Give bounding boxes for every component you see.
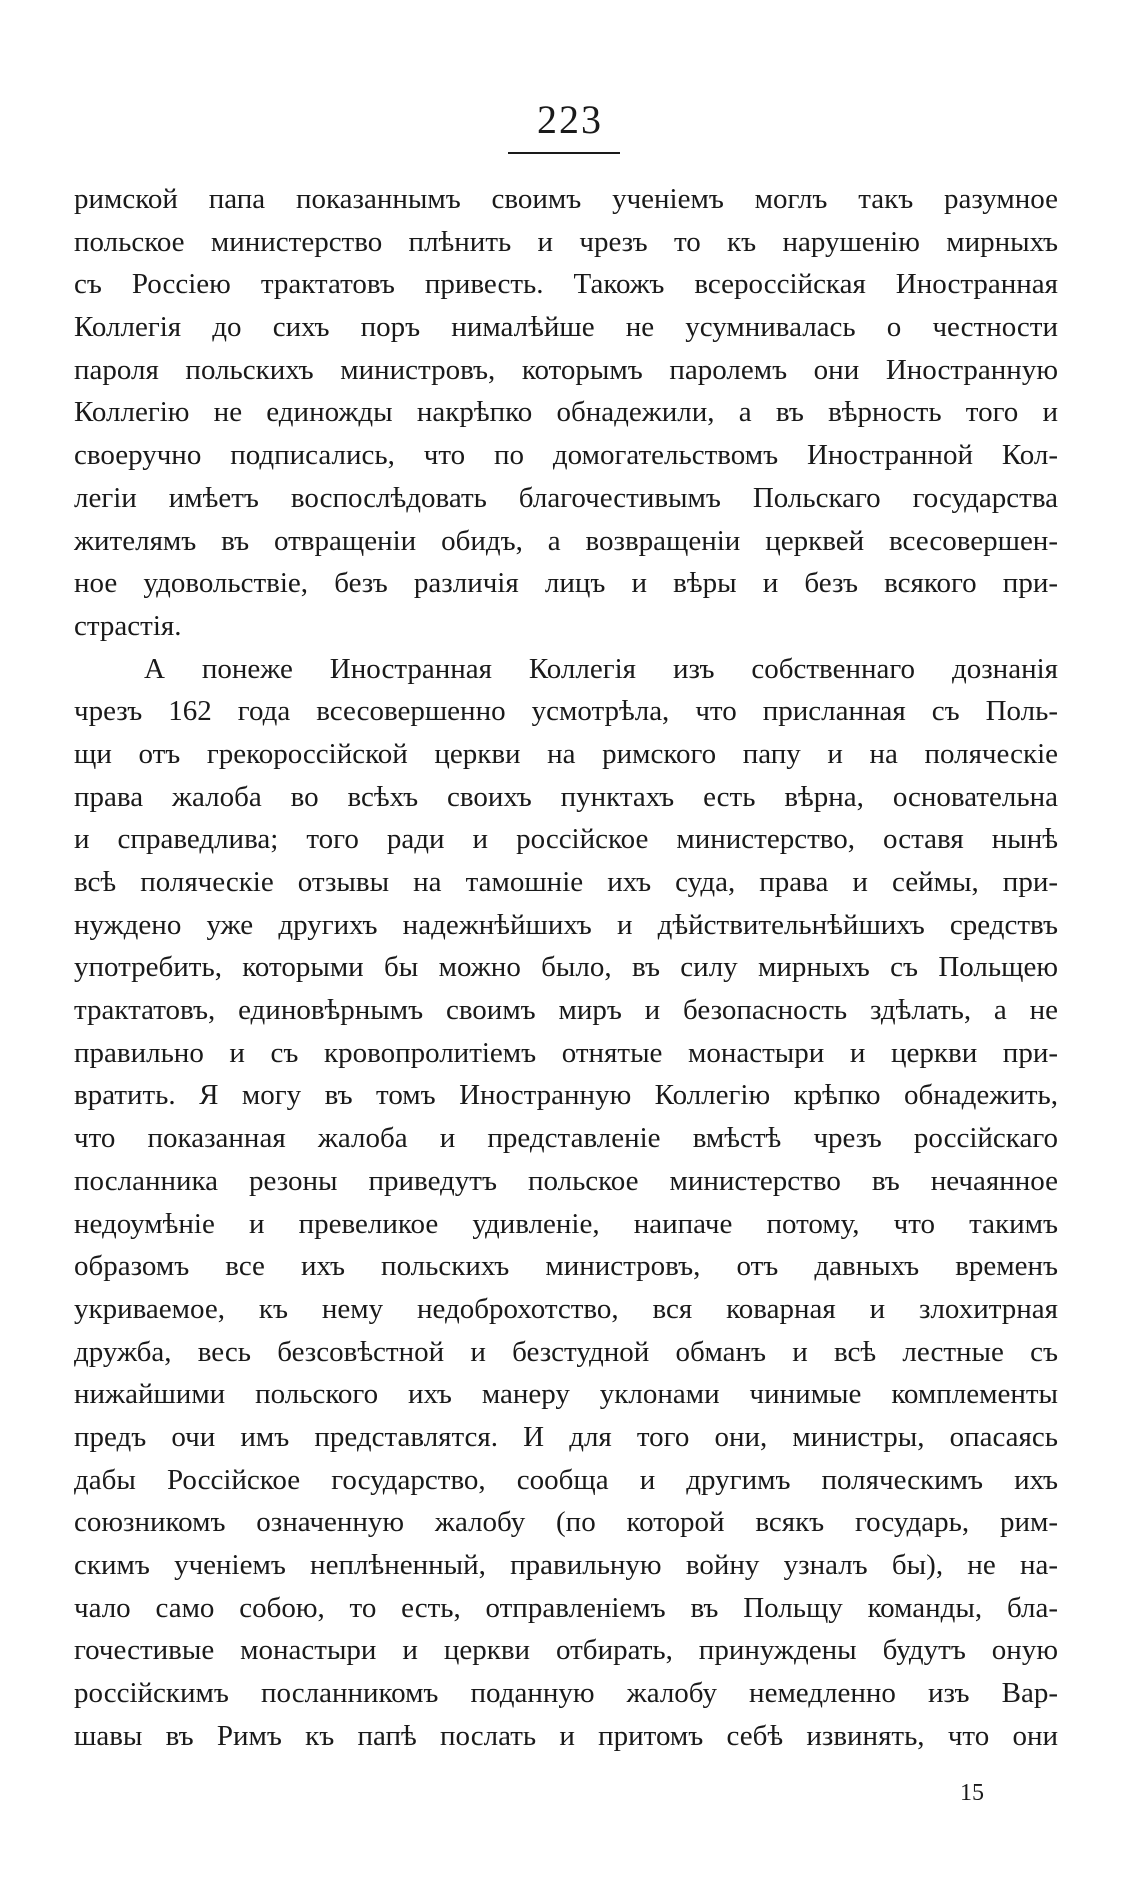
text-line: и справедлива; того ради и россійское министерство, оставя нынѣ <box>74 823 1058 856</box>
text-line: всѣ поляческіе отзывы на тамошніе ихъ суда, права и сеймы, при- <box>74 866 1058 898</box>
text-line: скимъ ученіемъ неплѣненный, правильную войну узналъ бы), не на- <box>74 1549 1058 1581</box>
page-number: 223 <box>537 97 603 142</box>
text-line: права жалоба во всѣхъ своихъ пунктахъ есть вѣрна, основательна <box>74 780 1058 813</box>
body-text <box>74 178 1058 1757</box>
text-line: пароля польскихъ министровъ, которымъ паролемъ они Иностранную <box>74 353 1058 386</box>
signature-mark: 15 <box>960 1780 984 1806</box>
text-line: что показанная жалоба и представленіе вмѣстѣ чрезъ россійскаго <box>74 1122 1058 1155</box>
text-line: правильно и съ кровопролитіемъ отнятые монастыри и церкви при- <box>74 1036 1058 1069</box>
text-line: чало само собою, то есть, отправленіемъ въ Польщу команды, бла- <box>74 1591 1058 1624</box>
text-line: польское министерство плѣнить и чрезъ то къ нарушенію мирныхъ <box>74 225 1058 258</box>
text-line: образомъ все ихъ польскихъ министровъ, отъ давныхъ временъ <box>74 1250 1058 1283</box>
text-line: Коллегію не единожды накрѣпко обнадежили, а въ вѣрность того и <box>74 396 1058 429</box>
text-line: дабы Россійское государство, сообща и другимъ поляческимъ ихъ <box>74 1463 1058 1496</box>
text-line: своеручно подписались, что по домогательствомъ Иностранной Кол- <box>74 439 1058 472</box>
text-line: Коллегія до сихъ поръ нималѣйше не усумнивалась о честности <box>74 311 1058 344</box>
text-line: трактатовъ, единовѣрнымъ своимъ миръ и безопасность здѣлать, а не <box>74 994 1058 1027</box>
text-line: предъ очи имъ представлятся. И для того они, министры, опасаясь <box>74 1420 1058 1453</box>
text-line: россійскимъ посланникомъ поданную жалобу немедленно изъ Вар- <box>74 1677 1058 1710</box>
text-line: союзникомъ означенную жалобу (по которой всякъ государь, рим- <box>74 1506 1058 1539</box>
text-line: страстія. <box>74 609 182 642</box>
text-line: съ Россіею трактатовъ привесть. Такожъ всероссійская Иностранная <box>74 268 1058 301</box>
text-line: А понеже Иностранная Коллегія изъ собственнаго дознанія <box>144 652 1058 685</box>
text-line: нуждено уже другихъ надежнѣйшихъ и дѣйствительнѣйшихъ средствъ <box>74 908 1058 941</box>
text-line: щи отъ грекороссійской церкви на римского папу и на поляческіе <box>74 737 1058 770</box>
text-line: легіи имѣетъ воспослѣдовать благочестивымъ Польскаго государства <box>74 481 1058 514</box>
text-line: укриваемое, къ нему недоброхотство, вся коварная и злохитрная <box>74 1292 1058 1325</box>
text-line: чрезъ 162 года всесовершенно усмотрѣла, что присланная съ Поль- <box>74 695 1058 728</box>
text-line: употребить, которыми бы можно было, въ силу мирныхъ съ Польщею <box>74 951 1058 984</box>
text-line: жителямъ въ отвращеніи обидъ, а возвращеніи церквей всесовершен- <box>74 524 1058 557</box>
text-line: вратить. Я могу въ томъ Иностранную Коллегію крѣпко обнадежить, <box>74 1079 1058 1112</box>
text-line: посланника резоны приведутъ польское министерство въ нечаянное <box>74 1164 1058 1197</box>
text-line: нижайшими польского ихъ манеру уклонами чинимые комплементы <box>74 1378 1058 1411</box>
text-line: дружба, весь безсовѣстной и безстудной обманъ и всѣ лестные съ <box>74 1335 1058 1368</box>
page-number-rule <box>508 152 620 154</box>
text-line: ное удовольствіе, безъ различія лицъ и вѣры и безъ всякого при- <box>74 567 1058 600</box>
text-line: римской папа показаннымъ своимъ ученіемъ моглъ такъ разумное <box>74 183 1058 215</box>
text-line: недоумѣніе и превеликое удивленіе, наипаче потому, что такимъ <box>74 1207 1058 1240</box>
text-line: гочестивые монастыри и церкви отбирать, принуждены будутъ оную <box>74 1634 1058 1667</box>
text-line: шавы въ Римъ къ папѣ послать и притомъ себѣ извинять, что они <box>74 1719 1058 1752</box>
